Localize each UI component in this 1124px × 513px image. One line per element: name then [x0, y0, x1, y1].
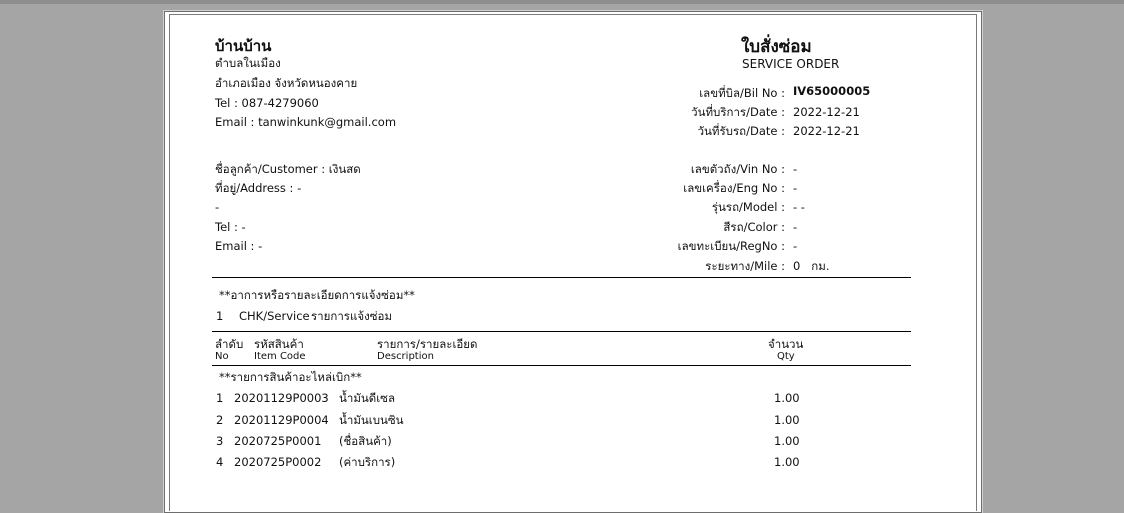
row-qty: 1.00	[774, 391, 800, 405]
row-qty: 1.00	[774, 434, 800, 448]
col-qty-en: Qty	[777, 351, 795, 362]
eng-value: -	[793, 181, 798, 195]
symptoms-header: **อาการหรือรายละเอียดการแจ้งซ่อม**	[219, 288, 415, 302]
mile-label: ระยะทาง/Mile :	[705, 259, 785, 273]
model-value: - -	[793, 200, 805, 214]
row-code: 20201129P0004	[234, 413, 329, 427]
table-header-line	[212, 365, 911, 366]
row-description: น้ำมันดีเซล	[339, 391, 396, 405]
mile-value: 0 กม.	[793, 259, 830, 273]
row-no: 2	[216, 413, 224, 427]
viewer-top-strip	[0, 0, 1124, 4]
customer-name: ชื่อลูกค้า/Customer : เงินสด	[215, 162, 361, 176]
row-no: 1	[216, 391, 224, 405]
symptom-description: รายการแจ้งซ่อม	[311, 309, 393, 323]
color-label: สีรถ/Color :	[723, 220, 785, 234]
receive-date-label: วันที่รับรถ/Date :	[697, 124, 785, 138]
divider-line	[212, 277, 911, 278]
company-email: Email : tanwinkunk@gmail.com	[215, 115, 397, 129]
document-title-en: SERVICE ORDER	[742, 57, 840, 71]
col-code-en: Item Code	[254, 351, 306, 362]
company-tel: Tel : 087-4279060	[215, 96, 319, 110]
row-description: (ชื่อสินค้า)	[339, 434, 392, 448]
row-no: 3	[216, 434, 224, 448]
color-value: -	[793, 220, 798, 234]
service-date-label: วันที่บริการ/Date :	[691, 105, 785, 119]
document-title-th: ใบสั่งซ่อม	[741, 37, 812, 57]
bill-no-label: เลขที่บิล/Bil No :	[699, 86, 785, 100]
model-label: รุ่นรถ/Model :	[711, 200, 785, 214]
vin-label: เลขตัวถัง/Vin No :	[690, 162, 785, 176]
customer-address: ที่อยู่/Address : -	[215, 181, 302, 195]
company-address-1: ตำบลในเมือง	[215, 56, 281, 70]
bill-no-value: IV65000005	[793, 84, 871, 98]
symptom-no: 1	[216, 309, 224, 323]
company-name: บ้านบ้าน	[215, 37, 272, 55]
row-no: 4	[216, 455, 224, 469]
reg-value: -	[793, 239, 798, 253]
row-qty: 1.00	[774, 455, 800, 469]
company-address-2: อำเภอเมือง จังหวัดหนองคาย	[215, 76, 358, 90]
col-qty-th: จำนวน	[768, 337, 804, 351]
col-desc-th: รายการ/รายละเอียด	[377, 337, 478, 351]
reg-label: เลขทะเบียน/RegNo :	[677, 239, 785, 253]
col-no-th: ลำดับ	[215, 337, 244, 351]
symptom-code: CHK/Service	[239, 309, 310, 323]
service-date-value: 2022-12-21	[793, 105, 860, 119]
col-code-th: รหัสสินค้า	[254, 337, 304, 351]
col-no-en: No	[215, 351, 229, 362]
row-qty: 1.00	[774, 413, 800, 427]
receive-date-value: 2022-12-21	[793, 124, 860, 138]
row-code: 20201129P0003	[234, 391, 329, 405]
table-top-line	[212, 331, 911, 332]
row-description: (ค่าบริการ)	[339, 455, 396, 469]
row-code: 2020725P0002	[234, 455, 322, 469]
customer-address-2: -	[215, 200, 220, 214]
customer-email: Email : -	[215, 239, 263, 253]
table-section-header: **รายการสินค้าอะไหล่เบิก**	[219, 370, 362, 384]
row-code: 2020725P0001	[234, 434, 322, 448]
eng-label: เลขเครื่อง/Eng No :	[683, 181, 785, 195]
document-page	[164, 11, 982, 513]
customer-tel: Tel : -	[215, 220, 246, 234]
row-description: น้ำมันเบนซิน	[339, 413, 404, 427]
vin-value: -	[793, 162, 798, 176]
col-desc-en: Description	[377, 351, 434, 362]
